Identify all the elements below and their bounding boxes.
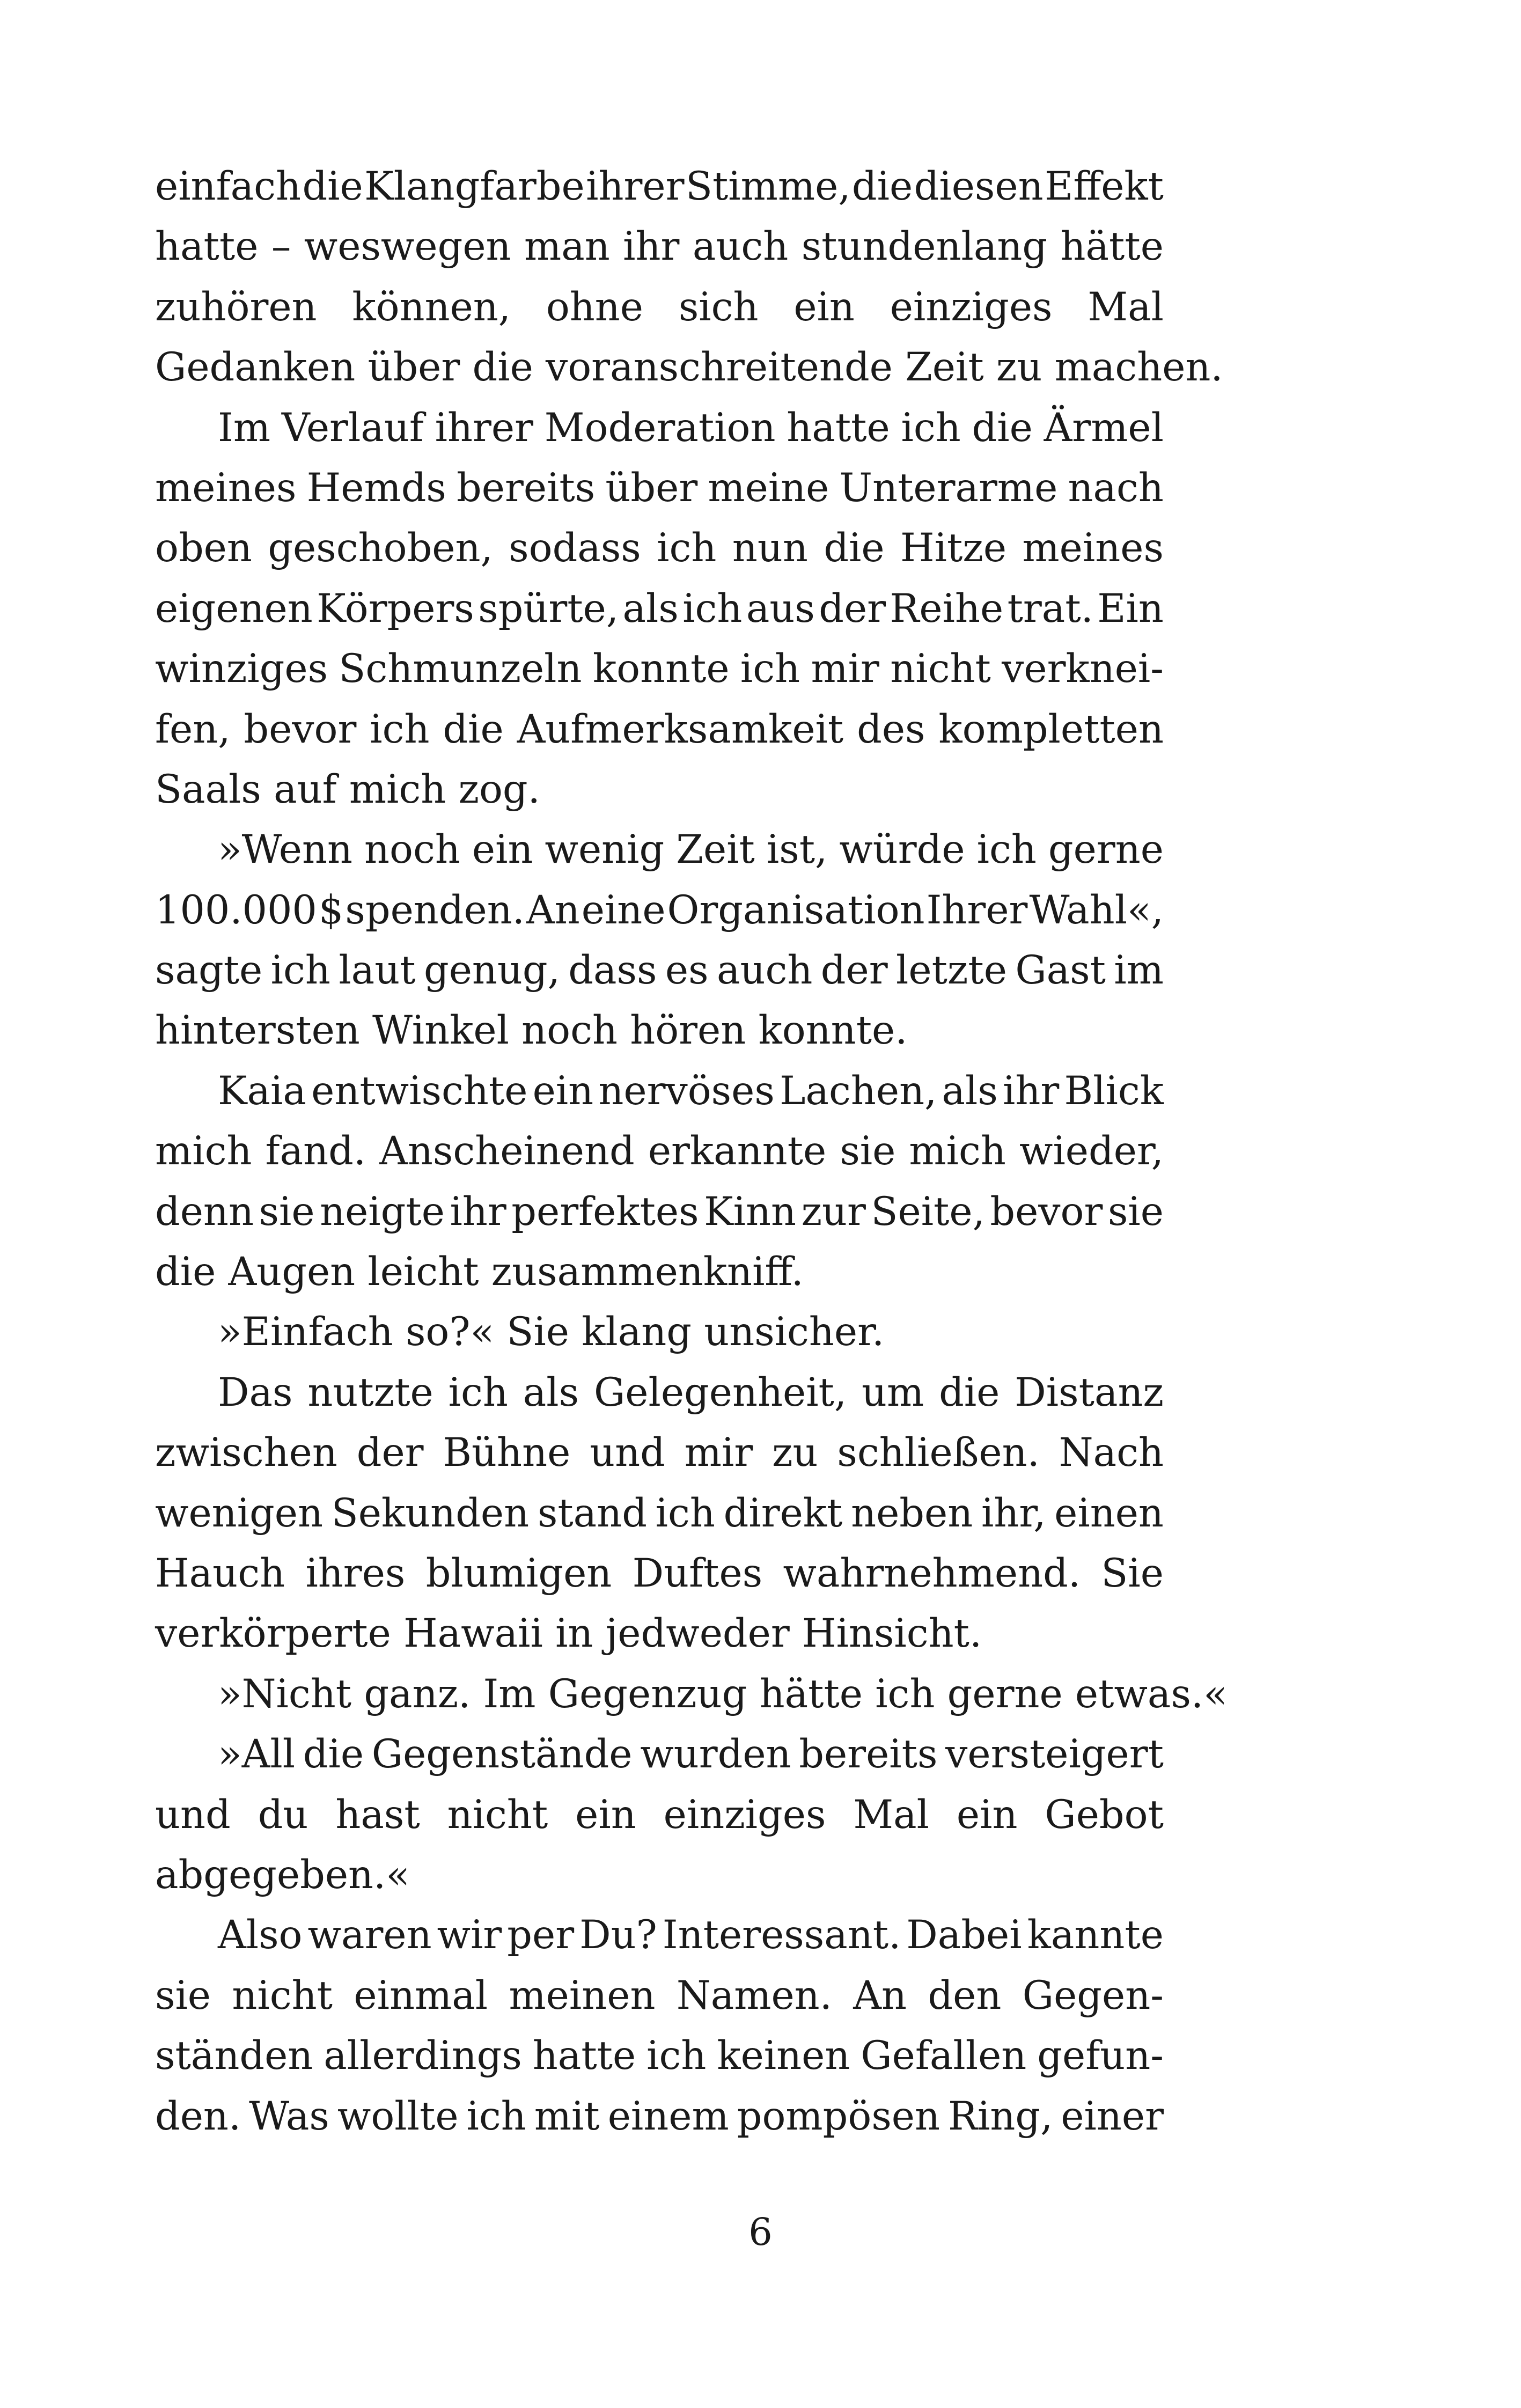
word: Effekt [1045, 164, 1164, 209]
word: wenig [545, 827, 665, 873]
word: Aufmerksamkeit [517, 706, 844, 752]
word: sie [259, 1188, 315, 1235]
word: 100.000 [155, 887, 317, 933]
word: bevor [990, 1188, 1103, 1235]
word: würde [839, 827, 965, 873]
word: nutzte [307, 1369, 433, 1415]
word: hast [335, 1792, 420, 1838]
text-line [155, 1724, 1164, 1785]
word: aus [746, 585, 815, 632]
word: nicht [890, 646, 991, 692]
word: letzte [896, 948, 1007, 994]
word: trat. [1007, 585, 1093, 632]
word: ihrer [586, 164, 685, 209]
word: ihr [1003, 1068, 1060, 1114]
text-line [155, 579, 1164, 639]
word: ich [740, 646, 800, 692]
word: Ring, [948, 2093, 1053, 2139]
text-line: die Augen leicht zusammenkniff. [155, 1249, 804, 1295]
word: der [819, 585, 886, 632]
word: Kaia [218, 1068, 306, 1114]
word: meine [708, 465, 829, 511]
word: die [824, 525, 885, 571]
text-line [155, 458, 1164, 518]
text-line [155, 1966, 1164, 2026]
text-line: »Einfach so?« Sie klang unsicher. [218, 1309, 885, 1355]
word: neben [851, 1490, 973, 1536]
word: An [853, 1972, 907, 2018]
word: Seite, [871, 1188, 985, 1235]
word: ich [657, 525, 717, 571]
word: Duftes [632, 1550, 763, 1596]
word: meines [1022, 525, 1164, 571]
word: auch [716, 948, 813, 994]
word: dass [568, 948, 657, 994]
text-line [155, 880, 1164, 941]
word: bereits [457, 465, 596, 511]
text-line: Saals auf mich zog. [155, 766, 540, 812]
text-line [155, 941, 1164, 1001]
word: Hemds [306, 465, 446, 511]
word: Klangfarbe [364, 164, 585, 209]
word: auch [692, 224, 789, 270]
text-line [155, 398, 1164, 458]
word: mich [155, 1128, 252, 1174]
word: Ärmel [1044, 405, 1164, 451]
word: Bühne [443, 1430, 571, 1476]
word: einmal [354, 1972, 488, 2018]
word: allerdings [324, 2033, 522, 2079]
word: die [851, 164, 913, 209]
word: sodass [509, 525, 641, 571]
word: stundenlang [801, 224, 1048, 270]
word: Gefallen [861, 2033, 1027, 2079]
word: wurden [640, 1731, 791, 1778]
text-line [155, 518, 1164, 578]
word: nach [1068, 465, 1164, 511]
word: versteigert [945, 1731, 1164, 1778]
word: Im [218, 405, 271, 451]
word: ein [532, 1068, 594, 1114]
word: Ihrer [926, 887, 1028, 933]
text-line [155, 1363, 1164, 1423]
word: Das [218, 1369, 293, 1415]
word: keinen [717, 2033, 850, 2079]
word: ihres [305, 1550, 406, 1596]
word: noch [364, 827, 460, 873]
text-line [155, 639, 1164, 699]
word: laut [339, 948, 416, 994]
word: Stimme, [685, 164, 851, 209]
word: des [857, 706, 925, 752]
text-line [155, 277, 1164, 337]
word: fen, [155, 706, 231, 752]
word: um [861, 1369, 924, 1415]
word: An [526, 887, 580, 933]
text-line: hintersten Winkel noch hören konnte. [155, 1008, 908, 1054]
word: ich [270, 948, 330, 994]
word: Namen. [676, 1972, 832, 2018]
word: wenigen [155, 1490, 323, 1536]
word: neigte [320, 1188, 445, 1235]
word: Sekunden [331, 1490, 530, 1536]
text-line: abgegeben.« [155, 1852, 410, 1898]
word: ständen [155, 2033, 313, 2079]
word: gerne [1048, 827, 1164, 873]
word: wir [437, 1912, 502, 1958]
text-line [155, 1484, 1164, 1544]
word: einer [1061, 2093, 1164, 2139]
word: Zeit [676, 827, 755, 873]
word: geschoben, [268, 525, 493, 571]
word: einen [1054, 1490, 1164, 1536]
word: Wahl«, [1029, 887, 1164, 933]
word: kannte [1027, 1912, 1164, 1958]
word: Gegenstände [371, 1731, 633, 1778]
word: ein [472, 827, 533, 873]
word: ein [956, 1792, 1018, 1838]
word: als [523, 1369, 579, 1415]
word: die [443, 706, 504, 752]
word: kompletten [938, 706, 1164, 752]
word: sich [678, 284, 759, 330]
word: Ein [1097, 585, 1164, 632]
text-line [155, 157, 1164, 217]
text-line [155, 1061, 1164, 1121]
text-line [155, 1785, 1164, 1845]
word: ich [466, 2093, 526, 2139]
word: winziges [155, 646, 328, 692]
word: einfach [155, 164, 302, 209]
word: ist, [766, 827, 828, 873]
word: der [820, 948, 888, 994]
word: spürte, [478, 585, 619, 632]
word: hatte [787, 405, 890, 451]
word: und [590, 1430, 665, 1476]
word: sie [840, 1128, 896, 1174]
word: stand [537, 1490, 647, 1536]
word: es [665, 948, 709, 994]
word: Distanz [1015, 1369, 1164, 1415]
word: Gast [1015, 948, 1106, 994]
word: fand. [265, 1128, 366, 1174]
word: Körpers [317, 585, 474, 632]
word: die [303, 1731, 364, 1778]
word: mit [534, 2093, 600, 2139]
text-line: Gedanken über die voranschreitende Zeit zu machen. [155, 344, 1223, 391]
word: erkannte [648, 1128, 827, 1174]
word: spenden. [345, 887, 525, 933]
word: nicht [232, 1972, 333, 2018]
text-line [155, 1544, 1164, 1604]
word: und [155, 1792, 231, 1838]
word: Anscheinend [379, 1128, 635, 1174]
word: Kinn [704, 1188, 797, 1235]
body-text [155, 157, 1228, 2147]
text-line [155, 2087, 1164, 2147]
word: du [258, 1792, 308, 1838]
word: Moderation [544, 405, 776, 451]
word: einziges [663, 1792, 826, 1838]
word: Mal [853, 1792, 929, 1838]
word: die [302, 164, 363, 209]
word: ihr, [981, 1490, 1046, 1536]
word: nervöses [598, 1068, 775, 1114]
text-line: verkörperte Hawaii in jedweder Hinsicht. [155, 1611, 982, 1657]
word: Lachen, [780, 1068, 937, 1114]
word: Interessant. [662, 1912, 901, 1958]
word: »All [218, 1731, 296, 1778]
text-line [155, 1182, 1164, 1242]
word: oben [155, 525, 252, 571]
text-line [155, 2026, 1164, 2086]
word: konnte [592, 646, 730, 692]
word: wieder, [1019, 1128, 1164, 1174]
word: können, [352, 284, 511, 330]
word: ich [901, 405, 961, 451]
word: die [939, 1369, 1000, 1415]
word: der [356, 1430, 424, 1476]
word: meines [155, 465, 297, 511]
word: zuhören [155, 284, 317, 330]
word: Mal [1088, 284, 1164, 330]
word: Sie [1101, 1550, 1164, 1596]
word: ich [646, 2033, 707, 2079]
word: direkt [723, 1490, 843, 1536]
word: Schmunzeln [339, 646, 582, 692]
word: weswegen [304, 224, 511, 270]
word: denn [155, 1188, 254, 1235]
text-line [155, 217, 1164, 277]
word: Also [218, 1912, 303, 1958]
word: zwischen [155, 1430, 337, 1476]
word: zur [801, 1188, 866, 1235]
word: $ [318, 887, 344, 933]
word: ich [682, 585, 743, 632]
word: blumigen [425, 1550, 612, 1596]
word: als [622, 585, 679, 632]
word: verknei- [1002, 646, 1164, 692]
word: gefun- [1037, 2033, 1164, 2079]
word: wollte [337, 2093, 459, 2139]
word: sagte [155, 948, 263, 994]
word: Dabei [906, 1912, 1022, 1958]
text-line [155, 1121, 1164, 1181]
word: ich [370, 706, 430, 752]
word: waren [307, 1912, 432, 1958]
word: nun [732, 525, 808, 571]
word: schließen. [837, 1430, 1040, 1476]
word: eine [581, 887, 666, 933]
word: ich [448, 1369, 508, 1415]
word: ihrer [435, 405, 534, 451]
word: mich [909, 1128, 1006, 1174]
word: ein [793, 284, 855, 330]
word: ihr [450, 1188, 506, 1235]
word: Gelegenheit, [593, 1369, 847, 1415]
page-number: 6 [748, 2210, 773, 2254]
word: ohne [546, 284, 644, 330]
word: Reihe [890, 585, 1004, 632]
word: Hauch [155, 1550, 285, 1596]
word: sie [155, 1972, 211, 2018]
word: einziges [890, 284, 1053, 330]
word: den. [155, 2093, 241, 2139]
word: per [507, 1912, 575, 1958]
word: mir [811, 646, 879, 692]
word: ihr [623, 224, 680, 270]
word: als [942, 1068, 998, 1114]
word: Gegen- [1022, 1972, 1164, 2018]
word: »Wenn [218, 827, 352, 873]
text-line [155, 1905, 1164, 1965]
word: Blick [1064, 1068, 1164, 1114]
word: meinen [509, 1972, 656, 2018]
word: Organisation [667, 887, 925, 933]
word: ein [575, 1792, 636, 1838]
word: ich [655, 1490, 715, 1536]
word: hatte [532, 2033, 636, 2079]
word: wahrnehmend. [783, 1550, 1081, 1596]
word: die [972, 405, 1033, 451]
word: Hitze [900, 525, 1007, 571]
word: sie [1107, 1188, 1164, 1235]
text-line: »Nicht ganz. Im Gegenzug hätte ich gerne etwas.« [218, 1671, 1228, 1717]
word: Verlauf [281, 405, 424, 451]
word: über [605, 465, 698, 511]
text-line [155, 820, 1164, 880]
word: – [271, 224, 291, 270]
word: diesen [914, 164, 1044, 209]
word: hätte [1060, 224, 1164, 270]
word: pompösen [737, 2093, 940, 2139]
word: man [524, 224, 610, 270]
word: bevor [244, 706, 357, 752]
word: zu [772, 1430, 818, 1476]
word: Gebot [1045, 1792, 1164, 1838]
word: bereits [799, 1731, 938, 1778]
word: Was [249, 2093, 329, 2139]
word: entwischte [311, 1068, 528, 1114]
word: genug, [423, 948, 560, 994]
word: hatte [155, 224, 259, 270]
word: im [1114, 948, 1164, 994]
word: Unterarme [839, 465, 1058, 511]
word: nicht [447, 1792, 548, 1838]
word: einem [607, 2093, 729, 2139]
word: mir [684, 1430, 753, 1476]
text-line [155, 700, 1164, 760]
word: eigenen [155, 585, 313, 632]
word: Du? [579, 1912, 657, 1958]
word: den [928, 1972, 1002, 2018]
word: ich [976, 827, 1037, 873]
word: Nach [1059, 1430, 1164, 1476]
word: perfektes [511, 1188, 699, 1235]
text-line [155, 1423, 1164, 1483]
